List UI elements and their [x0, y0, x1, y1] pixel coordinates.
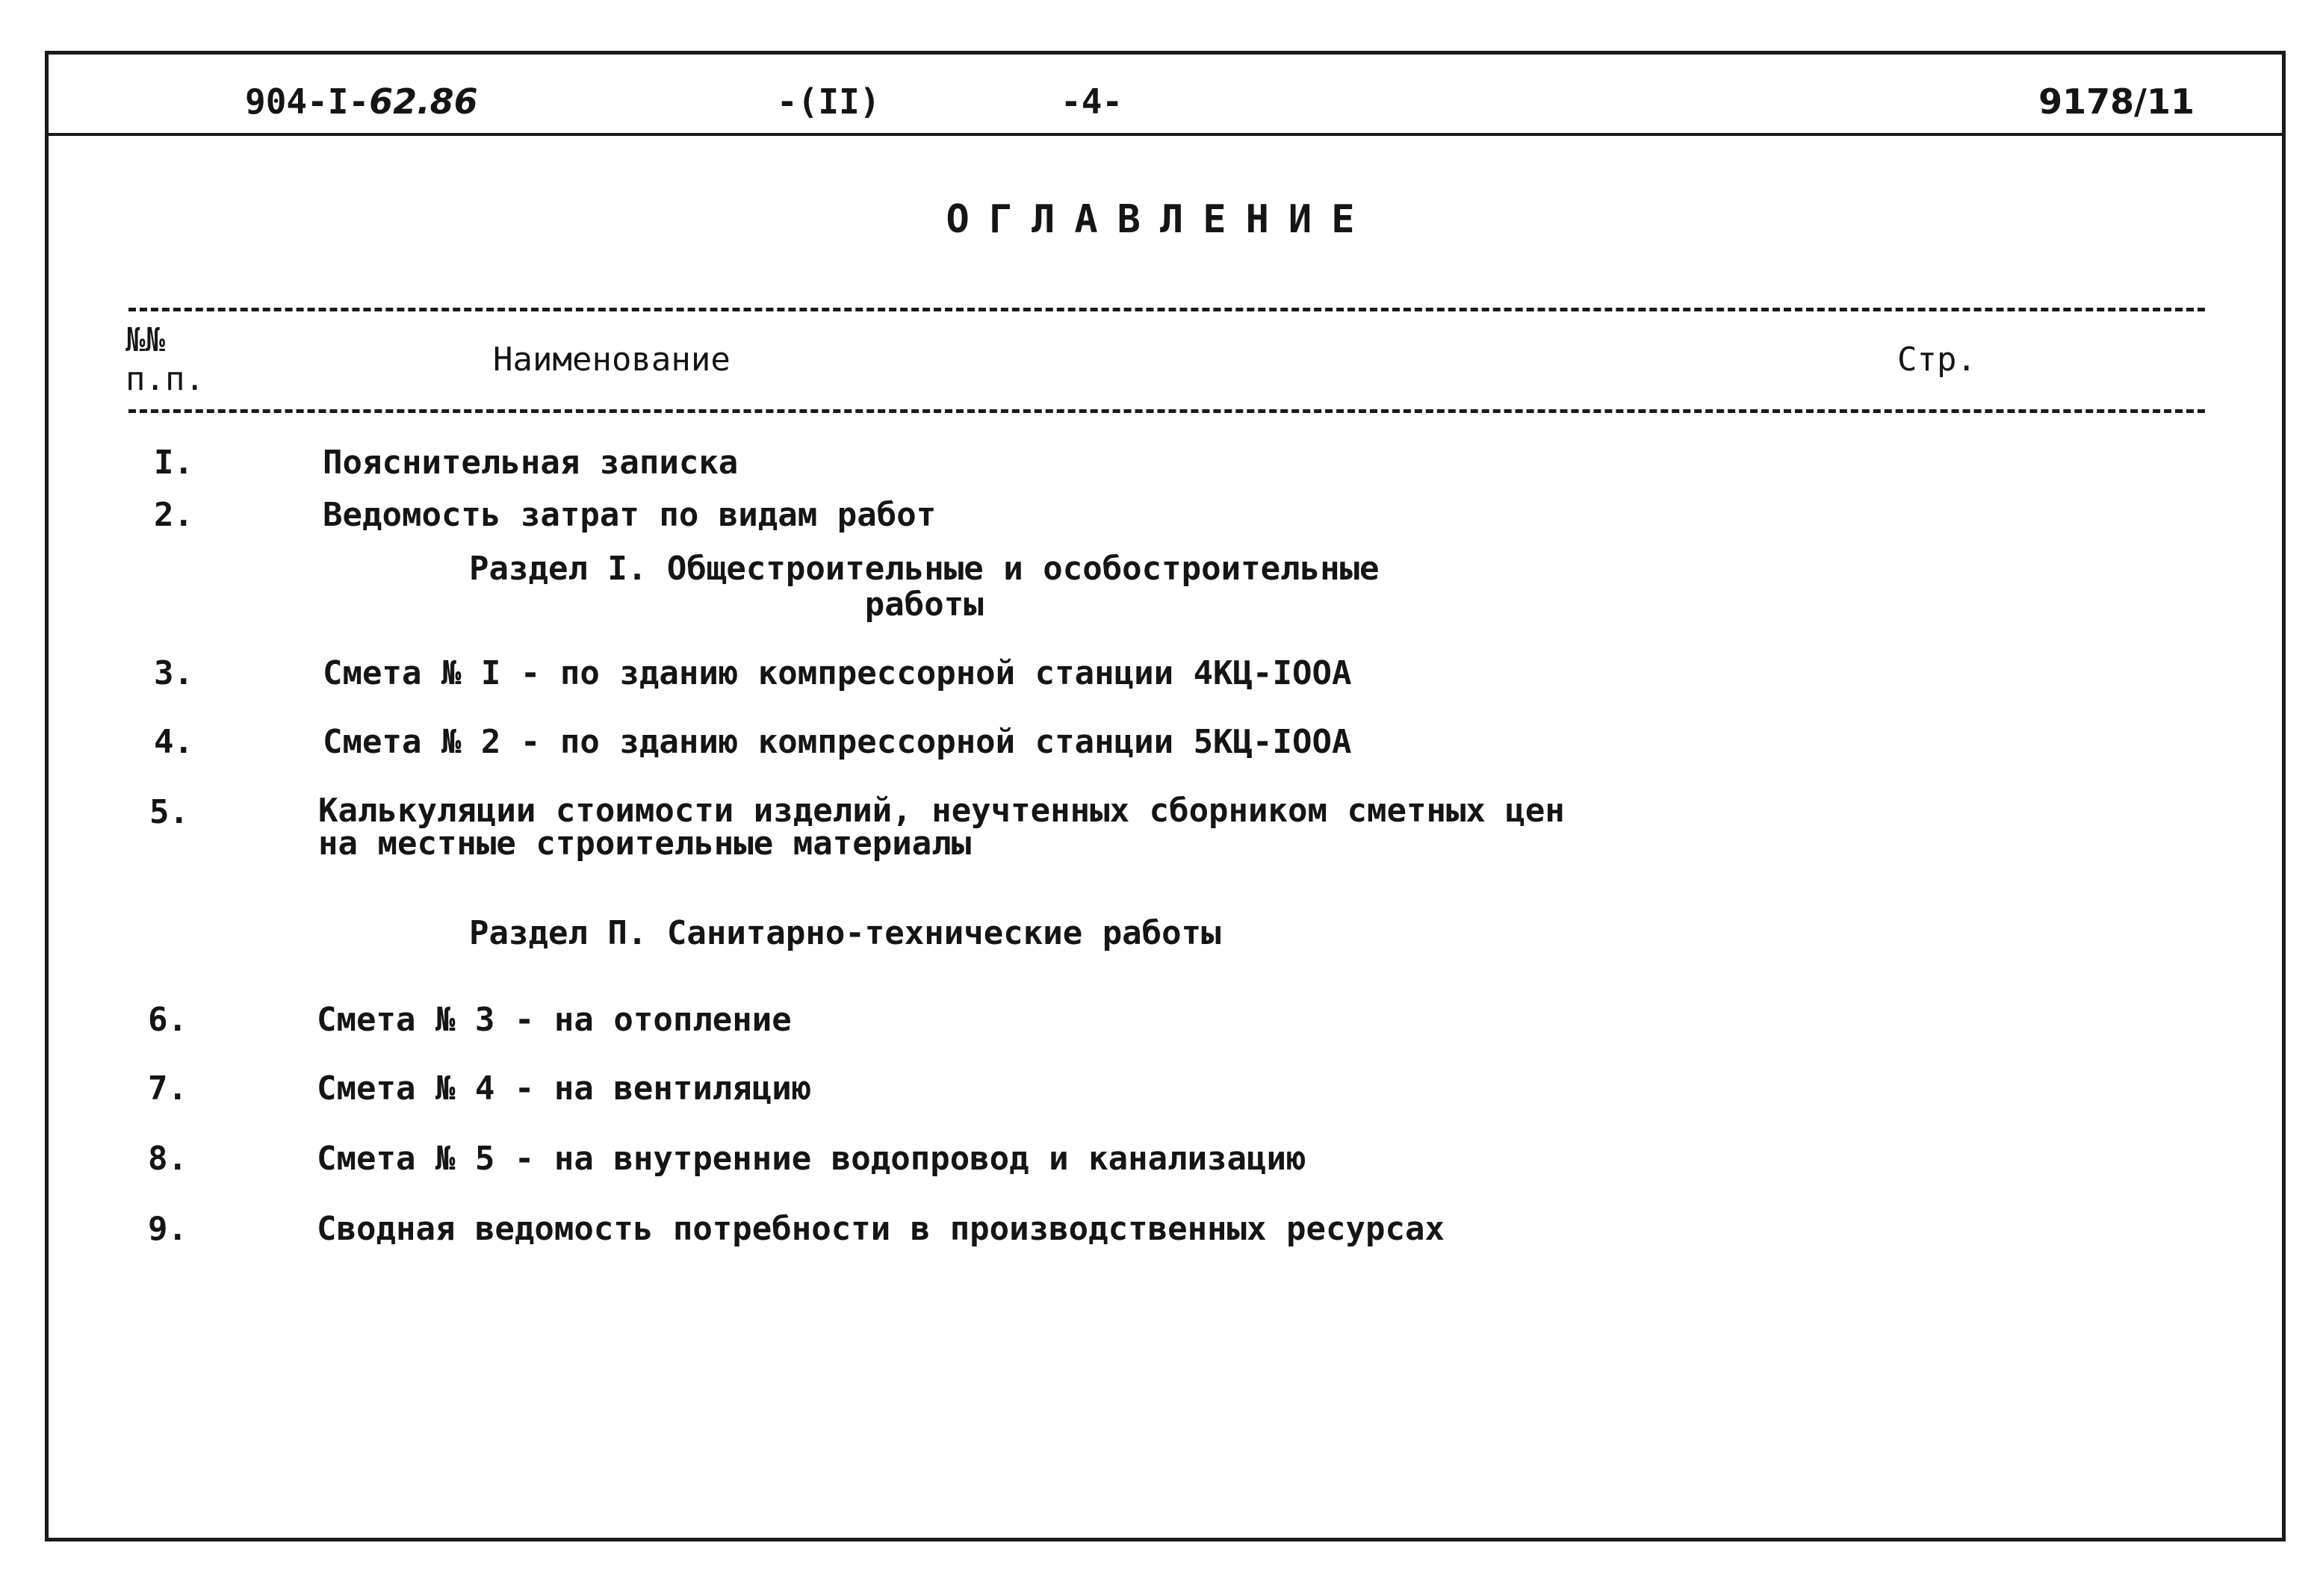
item-number: 2.: [154, 496, 193, 534]
column-header-page: Стр.: [1897, 341, 1976, 379]
item-number: 9.: [148, 1210, 187, 1248]
column-header-number-line1: №№: [125, 321, 165, 359]
document-code-suffix: 62.86: [369, 81, 478, 122]
item-number: 4.: [154, 723, 193, 761]
item-text: Смета № 4 - на вентиляцию: [317, 1069, 812, 1108]
item-text: Сводная ведомость потребности в производственных ресурсах: [317, 1210, 1445, 1248]
table-top-rule: [128, 308, 2205, 311]
item-number: I.: [154, 444, 193, 482]
item-text: Пояснительная записка: [323, 444, 739, 482]
column-header-name: Наименование: [493, 341, 731, 379]
part-number: -(II): [777, 81, 881, 122]
page-title: ОГЛАВЛЕНИЕ: [946, 197, 1374, 242]
section-heading-line1: Раздел I. Общестроительные и особостроительные: [469, 550, 1380, 588]
item-number: 5.: [149, 793, 189, 831]
page-number: -4-: [1061, 81, 1123, 122]
item-text-line2: на местные строительные материалы: [318, 825, 972, 863]
item-text: Смета № 3 - на отопление: [317, 1001, 792, 1039]
document-code: 904-I-62.86: [245, 81, 478, 122]
item-text: [318, 792, 1565, 863]
item-number: 3.: [154, 654, 193, 692]
item-number: 7.: [148, 1069, 187, 1108]
section-heading: [469, 551, 1380, 623]
header-rule: [45, 133, 2286, 136]
section-heading-line1: Раздел П. Санитарно-технические работы: [469, 914, 1221, 952]
table-header-bottom-rule: [128, 409, 2205, 413]
item-text: Смета № 5 - на внутренние водопровод и канализацию: [317, 1140, 1306, 1178]
item-text-line1: Калькуляции стоимости изделий, неучтенных сборником сметных цен: [318, 792, 1565, 830]
column-header-number-line2: п.п.: [125, 360, 205, 398]
item-text: Смета № I - по зданию компрессорной станции 4КЦ-IOOA: [323, 654, 1352, 692]
item-text: Ведомость затрат по видам работ: [323, 496, 937, 534]
sheet-number: 9178/11: [2038, 81, 2195, 122]
section-heading-line2: работы: [864, 586, 984, 624]
item-text: Смета № 2 - по зданию компрессорной станции 5КЦ-IOOA: [323, 723, 1352, 761]
item-number: 8.: [148, 1140, 187, 1178]
column-header-number: [125, 321, 230, 399]
item-number: 6.: [148, 1001, 187, 1039]
section-heading: [469, 916, 1221, 951]
